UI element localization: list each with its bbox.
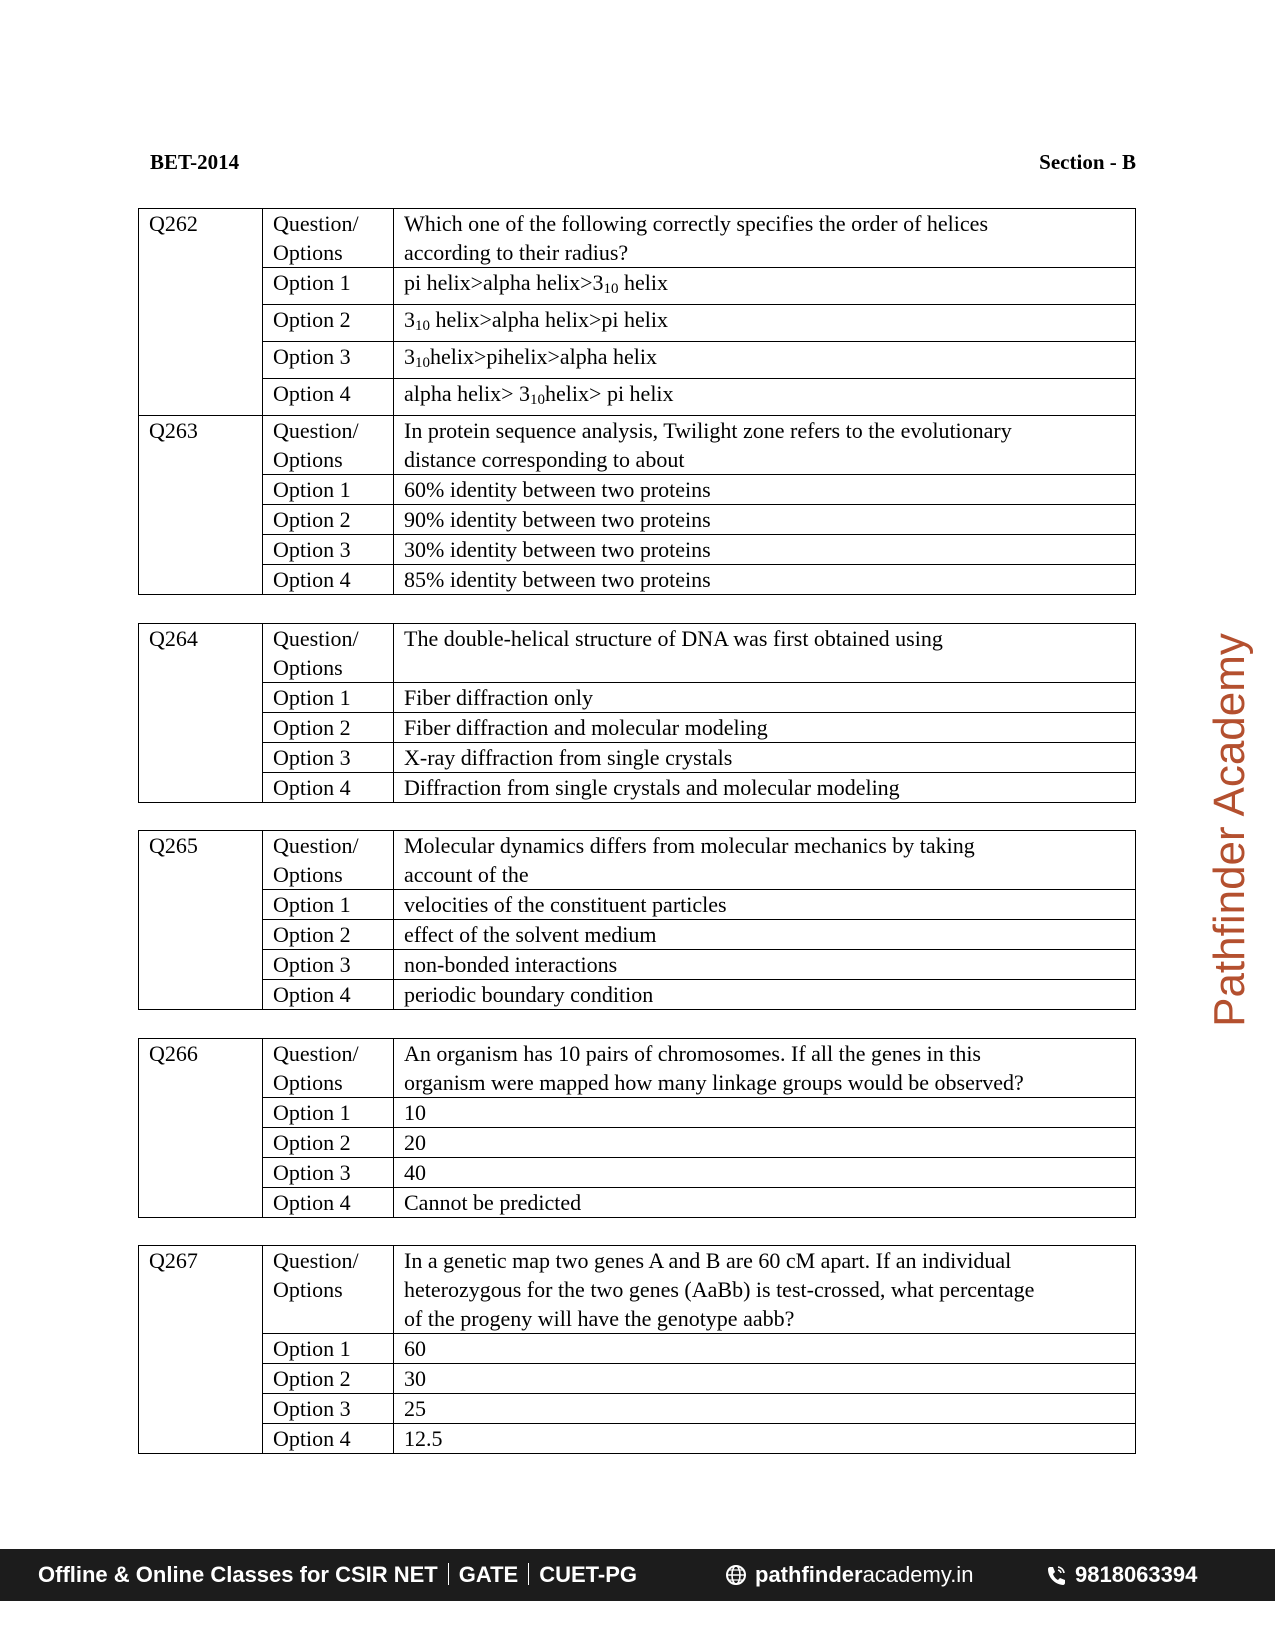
question-id: Q266 — [139, 1039, 263, 1218]
option-row — [139, 1394, 1136, 1424]
option-label: Option 4 — [263, 1424, 394, 1454]
footer-website[interactable] — [725, 1562, 973, 1588]
option-text-part: 30 — [404, 1366, 426, 1391]
option-text-part: alpha helix> 3 — [404, 381, 531, 406]
option-text-part: helix>alpha helix>pi helix — [430, 307, 669, 332]
option-label: Option 2 — [263, 505, 394, 535]
subscript: 10 — [415, 355, 430, 371]
question-text — [394, 1246, 1136, 1334]
question-label — [263, 416, 394, 475]
option-text-part: non-bonded interactions — [404, 952, 618, 977]
question-text — [394, 624, 1136, 683]
question-text-line: account of the — [404, 862, 529, 887]
option-label: Option 3 — [263, 1394, 394, 1424]
question-block — [138, 208, 1136, 416]
globe-icon — [725, 1564, 747, 1586]
question-label-line: Options — [273, 862, 343, 887]
question-label-line: Options — [273, 1277, 343, 1302]
option-text-part: 40 — [404, 1160, 426, 1185]
option-label: Option 1 — [263, 1098, 394, 1128]
option-row — [139, 1188, 1136, 1218]
option-label: Option 1 — [263, 1334, 394, 1364]
footer-divider — [448, 1563, 449, 1585]
option-label: Option 3 — [263, 535, 394, 565]
footer-phone[interactable] — [1045, 1562, 1197, 1588]
question-text — [394, 416, 1136, 475]
option-text-part: Cannot be predicted — [404, 1190, 582, 1215]
question-table — [138, 830, 1136, 1010]
option-label: Option 2 — [263, 920, 394, 950]
question-text — [394, 831, 1136, 890]
option-text-part: 3 — [404, 344, 415, 369]
question-text-line: The double-helical structure of DNA was first obtained using — [404, 626, 943, 651]
question-text-line: organism were mapped how many linkage groups would be observed? — [404, 1070, 1024, 1095]
question-table — [138, 1038, 1136, 1218]
question-block — [138, 1245, 1136, 1454]
option-text-part: Fiber diffraction and molecular modeling — [404, 715, 768, 740]
watermark: Pathfinder Academy — [1205, 633, 1254, 1027]
option-row — [139, 565, 1136, 595]
option-row — [139, 505, 1136, 535]
option-label: Option 2 — [263, 1364, 394, 1394]
option-row — [139, 773, 1136, 803]
option-row — [139, 342, 1136, 379]
option-text-part: pi helix>alpha helix>3 — [404, 270, 604, 295]
option-text — [394, 890, 1136, 920]
question-text-line: In protein sequence analysis, Twilight zone refers to the evolutionary — [404, 418, 1012, 443]
footer-divider — [528, 1563, 529, 1585]
option-row — [139, 920, 1136, 950]
option-row — [139, 1334, 1136, 1364]
option-text-part: 10 — [404, 1100, 426, 1125]
question-label-line: Question/ — [273, 626, 359, 651]
phone-number: 9818063394 — [1075, 1562, 1198, 1587]
option-row — [139, 535, 1136, 565]
option-text — [394, 683, 1136, 713]
option-row — [139, 1364, 1136, 1394]
question-block — [138, 830, 1136, 1010]
option-text — [394, 950, 1136, 980]
question-label — [263, 624, 394, 683]
footer-classes-text: Offline & Online Classes for CSIR NET — [38, 1562, 438, 1587]
option-label: Option 4 — [263, 379, 394, 416]
option-row — [139, 683, 1136, 713]
option-label: Option 4 — [263, 773, 394, 803]
page-header — [150, 150, 1136, 175]
footer-cuet: CUET-PG — [539, 1562, 638, 1587]
option-text — [394, 1364, 1136, 1394]
question-text-line — [404, 653, 1125, 682]
question-label — [263, 831, 394, 890]
option-text — [394, 268, 1136, 305]
question-text-line: distance corresponding to about — [404, 447, 685, 472]
option-text-part: effect of the solvent medium — [404, 922, 657, 947]
question-label-line: Question/ — [273, 418, 359, 443]
question-text — [394, 1039, 1136, 1098]
question-label-line: Options — [273, 447, 343, 472]
option-row — [139, 743, 1136, 773]
website-rest: academy.in — [862, 1562, 974, 1587]
option-label: Option 3 — [263, 743, 394, 773]
option-text — [394, 1128, 1136, 1158]
option-text — [394, 980, 1136, 1010]
option-text-part: 25 — [404, 1396, 426, 1421]
question-block — [138, 623, 1136, 803]
question-table — [138, 623, 1136, 803]
question-text-line: heterozygous for the two genes (AaBb) is test-crossed, what percentage — [404, 1277, 1035, 1302]
question-text-line: An organism has 10 pairs of chromosomes. If all the genes in this — [404, 1041, 981, 1066]
option-text-part: X-ray diffraction from single crystals — [404, 745, 733, 770]
option-text — [394, 1394, 1136, 1424]
question-text-line: In a genetic map two genes A and B are 60 cM apart. If an individual — [404, 1248, 1012, 1273]
question-label-line: Options — [273, 655, 343, 680]
option-text-part: Diffraction from single crystals and molecular modeling — [404, 775, 900, 800]
option-text — [394, 475, 1136, 505]
option-text-part: 60% identity between two proteins — [404, 477, 711, 502]
option-text-part: 60 — [404, 1336, 426, 1361]
option-text-part: helix> pi helix — [545, 381, 674, 406]
question-label — [263, 1039, 394, 1098]
website-bold: pathfinder — [755, 1562, 863, 1587]
subscript: 10 — [530, 392, 546, 408]
option-row — [139, 1424, 1136, 1454]
question-label-line: Question/ — [273, 1248, 359, 1273]
option-row — [139, 379, 1136, 416]
question-text-line: of the progeny will have the genotype aabb? — [404, 1306, 795, 1331]
option-text — [394, 535, 1136, 565]
option-text-part: velocities of the constituent particles — [404, 892, 727, 917]
option-text-part: 3 — [404, 307, 415, 332]
option-label: Option 1 — [263, 683, 394, 713]
question-block — [138, 415, 1136, 595]
option-row — [139, 268, 1136, 305]
footer-gate: GATE — [458, 1562, 519, 1587]
option-label: Option 3 — [263, 342, 394, 379]
option-label: Option 2 — [263, 713, 394, 743]
option-text — [394, 565, 1136, 595]
option-text — [394, 305, 1136, 342]
option-label: Option 2 — [263, 305, 394, 342]
option-text — [394, 1098, 1136, 1128]
option-label: Option 4 — [263, 1188, 394, 1218]
question-text-line: Molecular dynamics differs from molecular mechanics by taking — [404, 833, 975, 858]
option-text — [394, 1424, 1136, 1454]
option-text-part: 20 — [404, 1130, 426, 1155]
question-label — [263, 209, 394, 268]
option-row — [139, 1128, 1136, 1158]
option-text-part: 12.5 — [404, 1426, 443, 1451]
question-block — [138, 1038, 1136, 1218]
option-text — [394, 505, 1136, 535]
option-label: Option 1 — [263, 475, 394, 505]
question-table — [138, 208, 1136, 416]
option-row — [139, 475, 1136, 505]
option-text — [394, 743, 1136, 773]
option-label: Option 4 — [263, 565, 394, 595]
option-text — [394, 379, 1136, 416]
question-table — [138, 1245, 1136, 1454]
option-text — [394, 342, 1136, 379]
option-text-part: 90% identity between two proteins — [404, 507, 711, 532]
subscript: 10 — [415, 318, 430, 334]
option-text-part: helix — [618, 270, 669, 295]
option-text-part: helix>pihelix>alpha helix — [430, 344, 658, 369]
question-label-line: Options — [273, 1070, 343, 1095]
question-text — [394, 209, 1136, 268]
option-label: Option 3 — [263, 950, 394, 980]
option-row — [139, 1098, 1136, 1128]
option-text — [394, 1188, 1136, 1218]
question-label-line: Question/ — [273, 211, 359, 236]
option-row — [139, 713, 1136, 743]
option-text — [394, 920, 1136, 950]
option-row — [139, 950, 1136, 980]
option-label: Option 4 — [263, 980, 394, 1010]
question-id: Q263 — [139, 416, 263, 595]
option-row — [139, 305, 1136, 342]
option-text — [394, 773, 1136, 803]
question-id: Q264 — [139, 624, 263, 803]
option-text — [394, 713, 1136, 743]
footer-classes — [38, 1562, 637, 1588]
question-table — [138, 415, 1136, 595]
option-text — [394, 1334, 1136, 1364]
option-text-part: 85% identity between two proteins — [404, 567, 711, 592]
option-label: Option 1 — [263, 890, 394, 920]
option-text-part: periodic boundary condition — [404, 982, 654, 1007]
option-text-part: Fiber diffraction only — [404, 685, 593, 710]
option-label: Option 3 — [263, 1158, 394, 1188]
phone-icon — [1045, 1564, 1067, 1586]
exam-title: BET-2014 — [150, 150, 240, 174]
subscript: 10 — [603, 281, 619, 297]
option-text — [394, 1158, 1136, 1188]
question-label-line: Question/ — [273, 1041, 359, 1066]
question-text-line: according to their radius? — [404, 240, 629, 265]
option-label: Option 1 — [263, 268, 394, 305]
option-label: Option 2 — [263, 1128, 394, 1158]
option-text-part: 30% identity between two proteins — [404, 537, 711, 562]
question-id: Q267 — [139, 1246, 263, 1454]
question-label-line: Question/ — [273, 833, 359, 858]
option-row — [139, 980, 1136, 1010]
section-title: Section - B — [1039, 150, 1136, 174]
question-label-line: Options — [273, 240, 343, 265]
option-row — [139, 890, 1136, 920]
option-row — [139, 1158, 1136, 1188]
question-id: Q265 — [139, 831, 263, 1010]
question-id: Q262 — [139, 209, 263, 416]
footer-banner — [0, 1549, 1275, 1601]
question-label — [263, 1246, 394, 1334]
question-text-line: Which one of the following correctly specifies the order of helices — [404, 211, 988, 236]
